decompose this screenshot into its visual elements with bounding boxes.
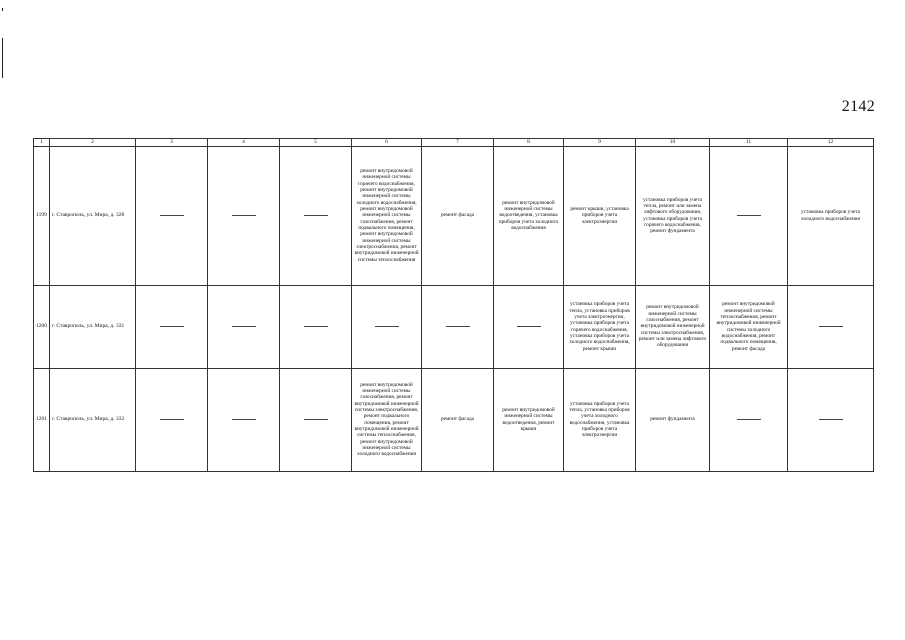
scan-edge-mark — [2, 8, 3, 11]
cell — [280, 285, 352, 368]
dash-mark — [232, 419, 256, 420]
dash-mark — [160, 326, 184, 327]
work-cell: ремонт фундамента — [636, 368, 710, 471]
dash-mark — [737, 419, 761, 420]
work-cell: ремонт внутридомовой инженерной системы водоотведения, установка приборов учета холодного водоснабжения — [494, 146, 564, 285]
cell — [494, 285, 564, 368]
row-number: 1201 — [34, 368, 50, 471]
cell — [788, 285, 874, 368]
cell — [710, 368, 788, 471]
work-cell: ремонт фасада — [422, 368, 494, 471]
work-cell: установка приборов учета тепла, установка приборов учета холодного водоснабжения, установка приборов учета электроэнергии — [564, 368, 636, 471]
cell — [136, 146, 208, 285]
scan-edge-mark — [2, 38, 3, 78]
column-header: 3 — [136, 139, 208, 147]
dash-mark — [304, 326, 328, 327]
cell — [280, 368, 352, 471]
column-number-row — [34, 139, 874, 147]
dash-mark — [446, 326, 470, 327]
page-number: 2142 — [841, 98, 875, 115]
dash-mark — [160, 419, 184, 420]
cell — [208, 146, 280, 285]
work-cell: ремонт внутридомовой инженерной системы теплоснабжения, ремонт внутридомовой инженерной системы холодного водоснабжения, ремонт подвального помещения, ремонт фасада — [710, 285, 788, 368]
work-cell: ремонт внутридомовой инженерной системы газоснабжения, ремонт внутридомовой инженерной системы электроснабжения, ремонт или замена лифтового оборудования — [636, 285, 710, 368]
column-header: 7 — [422, 139, 494, 147]
repair-schedule-table — [33, 138, 874, 472]
row-number: 1200 — [34, 285, 50, 368]
dash-mark — [232, 326, 256, 327]
table-row — [34, 146, 874, 285]
column-header: 8 — [494, 139, 564, 147]
column-header: 4 — [208, 139, 280, 147]
work-cell: установка приборов учета холодного водоснабжения — [788, 146, 874, 285]
column-header: 5 — [280, 139, 352, 147]
dash-mark — [517, 326, 541, 327]
cell — [136, 285, 208, 368]
dash-mark — [160, 215, 184, 216]
work-cell: ремонт внутридомовой инженерной системы водоотведения, ремонт крыши — [494, 368, 564, 471]
work-cell: установка приборов учета тепла, установка приборов учета электроэнергии, установка приборов учета горячего водоснабжения, установка приборов учета холодного водоснабжения, ремонт крыши — [564, 285, 636, 368]
column-header: 11 — [710, 139, 788, 147]
column-header: 2 — [50, 139, 136, 147]
column-header: 1 — [34, 139, 50, 147]
column-header: 12 — [788, 139, 874, 147]
cell — [710, 146, 788, 285]
dash-mark — [819, 419, 843, 420]
column-header: 6 — [352, 139, 422, 147]
column-header: 10 — [636, 139, 710, 147]
cell — [352, 285, 422, 368]
dash-mark — [232, 215, 256, 216]
table-row — [34, 368, 874, 471]
work-cell: установка приборов учета тепла, ремонт или замена лифтового оборудования, установка приборов учета горячего водоснабжения, ремонт фундамента — [636, 146, 710, 285]
cell — [136, 368, 208, 471]
cell — [280, 146, 352, 285]
column-header: 9 — [564, 139, 636, 147]
work-cell: ремонт крыши, установка приборов учета электроэнергии — [564, 146, 636, 285]
work-cell: ремонт внутридомовой инженерной системы горячего водоснабжения, ремонт внутридомовой инженерной системы холодного водоснабжения, ремонт внутридомовой инженерной системы газоснабжения, ремонт подвального помещения, ремонт внутридомовой инженерной системы электроснабжения, ремонт внутридомовой инженерной системы теплоснабжения — [352, 146, 422, 285]
dash-mark — [375, 326, 399, 327]
row-number: 1199 — [34, 146, 50, 285]
table-row — [34, 285, 874, 368]
cell — [208, 285, 280, 368]
cell — [422, 285, 494, 368]
dash-mark — [737, 215, 761, 216]
address-cell: г. Ставрополь, ул. Мира, д. 332 — [50, 368, 136, 471]
cell — [788, 368, 874, 471]
work-cell: ремонт фасада — [422, 146, 494, 285]
dash-mark — [304, 215, 328, 216]
dash-mark — [304, 419, 328, 420]
dash-mark — [819, 326, 843, 327]
cell — [208, 368, 280, 471]
work-cell: ремонт внутридомовой инженерной системы газоснабжения, ремонт внутридомовой инженерной системы электроснабжения, ремонт подвального помещения, ремонт внутридомовой инженерной системы теплоснабжения, ремонт внутридомовой инженерной системы холодного водоснабжения — [352, 368, 422, 471]
address-cell: г. Ставрополь, ул. Мира, д. 328 — [50, 146, 136, 285]
address-cell: г. Ставрополь, ул. Мира, д. 331 — [50, 285, 136, 368]
